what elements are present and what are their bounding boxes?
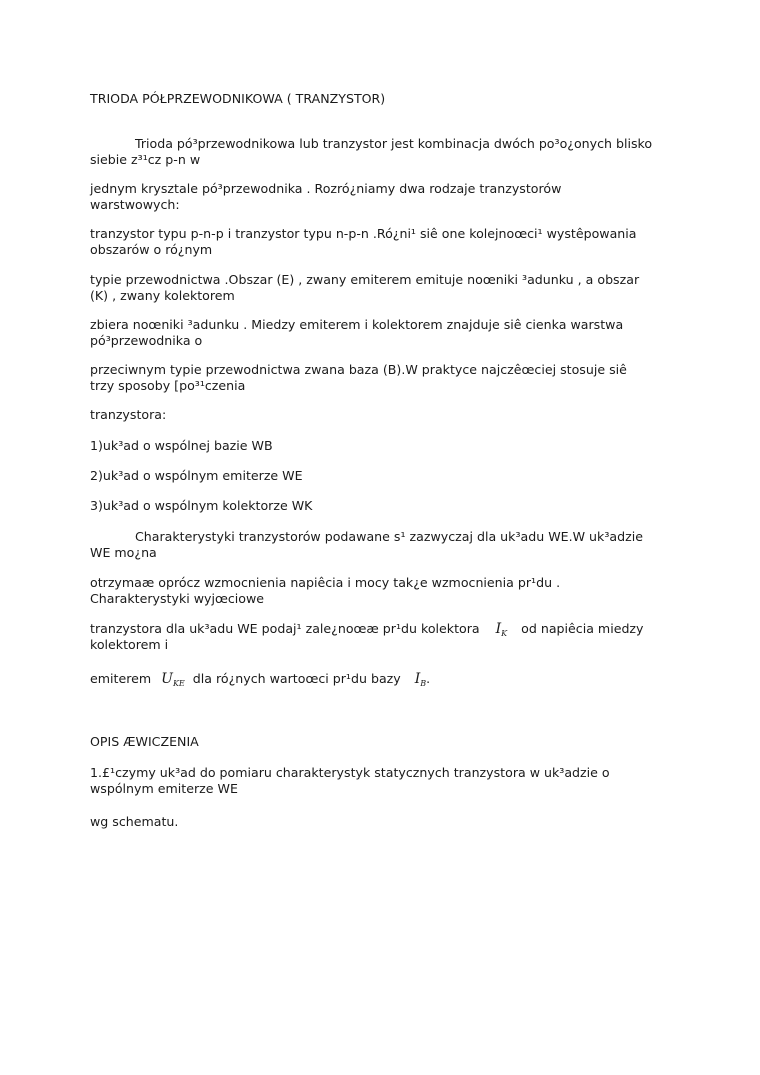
paragraph-9-line-2: Charakterystyki wyjœciowe	[90, 591, 265, 606]
section-2-item-1-line-2: wspólnym emiterze WE	[90, 781, 238, 796]
paragraph-1-line-1: Trioda pó³przewodnikowa lub tranzystor jest kombinacja dwóch po³o¿onych blisko	[135, 136, 653, 151]
list-item-1: 1)uk³ad o wspólnej bazie WB	[90, 438, 273, 453]
section-2-item-2: wg schematu.	[90, 814, 179, 829]
paragraph-11	[90, 671, 680, 692]
paragraph-2-line-2: warstwowych:	[90, 197, 180, 212]
base-current-symbol: I	[414, 671, 421, 687]
paragraph-8-line-1: Charakterystyki tranzystorów podawane s¹ zazwyczaj dla uk³adu WE.W uk³adzie	[135, 529, 643, 544]
paragraph-5-line-2: pó³przewodnika o	[90, 333, 203, 348]
base-current-subscript: B	[420, 679, 427, 688]
paragraph-11-period: .	[426, 671, 431, 686]
paragraph-8-line-2: WE mo¿na	[90, 545, 157, 560]
paragraph-10-line-2: kolektorem i	[90, 637, 169, 652]
paragraph-3-line-2: obszarów o ró¿nym	[90, 242, 213, 257]
collector-current-subscript: K	[501, 629, 508, 638]
document-title: TRIODA PÓŁPRZEWODNIKOWA ( TRANZYSTOR)	[90, 91, 386, 106]
paragraph-5-line-1: zbiera noœniki ³adunku . Miedzy emiterem i kolektorem znajduje siê cienka warstwa	[90, 317, 624, 332]
collector-emitter-voltage-symbol: U	[161, 671, 173, 687]
section-2-title: OPIS ÆWICZENIA	[90, 734, 199, 749]
section-2-item-1-line-1: 1.£¹czymy uk³ad do pomiaru charakterystyk statycznych tranzystora w uk³adzie o	[90, 765, 610, 780]
paragraph-4-line-1: typie przewodnictwa .Obszar (E) , zwany emiterem emituje noœniki ³adunku , a obszar	[90, 272, 640, 287]
paragraph-6-line-2: trzy sposoby [po³¹czenia	[90, 378, 246, 393]
paragraph-9-line-1: otrzymaæ oprócz wzmocnienia napiêcia i mocy tak¿e wzmocnienia pr¹du .	[90, 575, 561, 590]
paragraph-3-line-1: tranzystor typu p-n-p i tranzystor typu n-p-n .Ró¿ni¹ siê one kolejnoœci¹ wystêpowania	[90, 226, 637, 241]
paragraph-10-text-b: od napiêcia miedzy	[521, 621, 644, 636]
paragraph-4-line-2: (K) , zwany kolektorem	[90, 288, 235, 303]
paragraph-11-text-b: dla ró¿nych wartoœci pr¹du bazy	[192, 671, 401, 686]
collector-emitter-voltage-subscript: KE	[172, 679, 185, 688]
paragraph-7: tranzystora:	[90, 407, 167, 422]
list-item-3: 3)uk³ad o wspólnym kolektorze WK	[90, 498, 313, 513]
paragraph-10-text-a: tranzystora dla uk³adu WE podaj¹ zale¿noœæ pr¹du kolektora	[90, 621, 480, 636]
paragraph-2-line-1: jednym krysztale pó³przewodnika . Rozró¿niamy dwa rodzaje tranzystorów	[90, 181, 562, 196]
collector-current-symbol: I	[495, 621, 502, 637]
list-item-2: 2)uk³ad o wspólnym emiterze WE	[90, 468, 303, 483]
paragraph-1-line-2: siebie z³¹cz p-n w	[90, 152, 201, 167]
paragraph-6-line-1: przeciwnym typie przewodnictwa zwana baza (B).W praktyce najczêœciej stosuje siê	[90, 362, 627, 377]
paragraph-11-text-a: emiterem	[90, 671, 152, 686]
